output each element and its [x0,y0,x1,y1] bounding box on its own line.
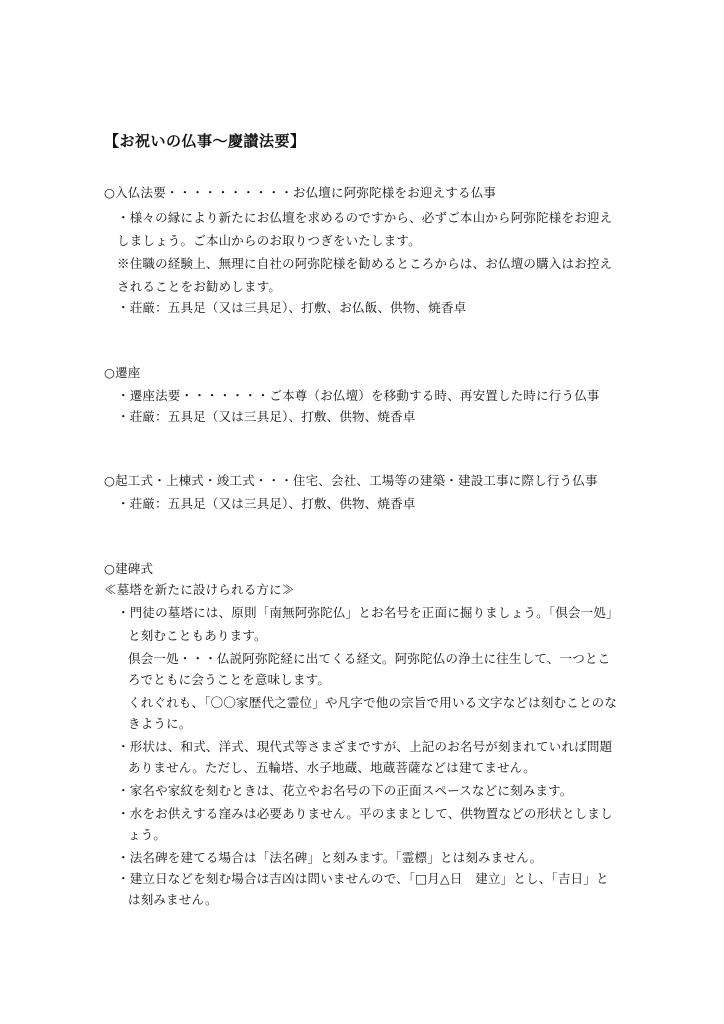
paragraph-line: ろでともに会うことを意味します。 [128,672,331,687]
section-heading-nyubutsu: ○入仏法要・・・・・・・・・・お仏壇に阿弥陀様をお迎えする仏事 [104,185,497,200]
section-heading-kenpishiki: ○建碑式 [104,561,154,576]
paragraph-line: と刻むこともあります。 [128,628,267,643]
shogon-line: ・荘厳：五具足（又は三具足）、打敷、供物、焼香卓 [117,496,416,511]
page-title: 【お祝いの仏事〜慶讃法要】 [104,132,306,150]
shogon-line: ・荘厳：五具足（又は三具足）、打敷、お仏飯、供物、焼香卓 [117,300,467,315]
section-subheading: ≪墓塔を新たに設けられる方に≫ [104,582,295,597]
section-heading-senza: ○遷座 [104,365,141,380]
paragraph-line: ょう。 [128,827,167,842]
paragraph-line: 倶会一処・・・仏説阿弥陀経に出てくる経文。阿弥陀仏の浄土に往生して、一つとこ [128,651,611,666]
paragraph-line: ・建立日などを刻む場合は吉凶は問いませんので、「□月△日 建立」とし、「吉日」と [117,871,609,886]
note-line: されることをお勧めします。 [117,279,282,294]
paragraph-line: は刻みません。 [128,892,218,907]
section-heading-kikoshiki: ○起工式・上棟式・竣工式・・・住宅、会社、工場等の建築・建設工事に際し行う仏事 [104,473,598,488]
paragraph-line: ・遷座法要・・・・・・・ご本尊（お仏壇）を移動する時、再安置した時に行う仏事 [117,388,600,403]
note-line: ※住職の経験上、無理に自社の阿弥陀様を勧めるところからは、お仏壇の購入はお控え [117,256,613,271]
shogon-line: ・荘厳：五具足（又は三具足）、打敷、供物、焼香卓 [117,409,416,424]
paragraph-line: ・法名碑を建てる場合は「法名碑」と刻みます。「霊標」とは刻みません。 [117,850,543,865]
paragraph-line: ・門徒の墓塔には、原則「南無阿弥陀仏」とお名号を正面に掘りましょう。「倶会一処」 [117,605,619,620]
paragraph-line: しましょう。ご本山からのお取りつぎをいたします。 [117,233,421,248]
paragraph-line: ありません。ただし、五輪塔、水子地蔵、地蔵菩薩などは建てません。 [128,760,536,775]
paragraph-line: ・様々の縁により新たにお仏壇を求めるのですから、必ずご本山から阿弥陀様をお迎え [117,210,613,225]
paragraph-line: くれぐれも、「〇〇家歴代之霊位」や凡字で他の宗旨で用いる文字などは刻むことのな [128,695,618,710]
paragraph-line: ・水をお供えする窪みは必要ありません。平のままとして、供物置などの形状としまし [117,806,613,821]
paragraph-line: ・家名や家紋を刻むときは、花立やお名号の下の正面スペースなどに刻みます。 [117,783,573,798]
paragraph-line: きように。 [128,716,192,731]
paragraph-line: ・形状は、和式、洋式、現代式等さまざまですが、上記のお名号が刻まれていれば問題 [117,739,613,754]
